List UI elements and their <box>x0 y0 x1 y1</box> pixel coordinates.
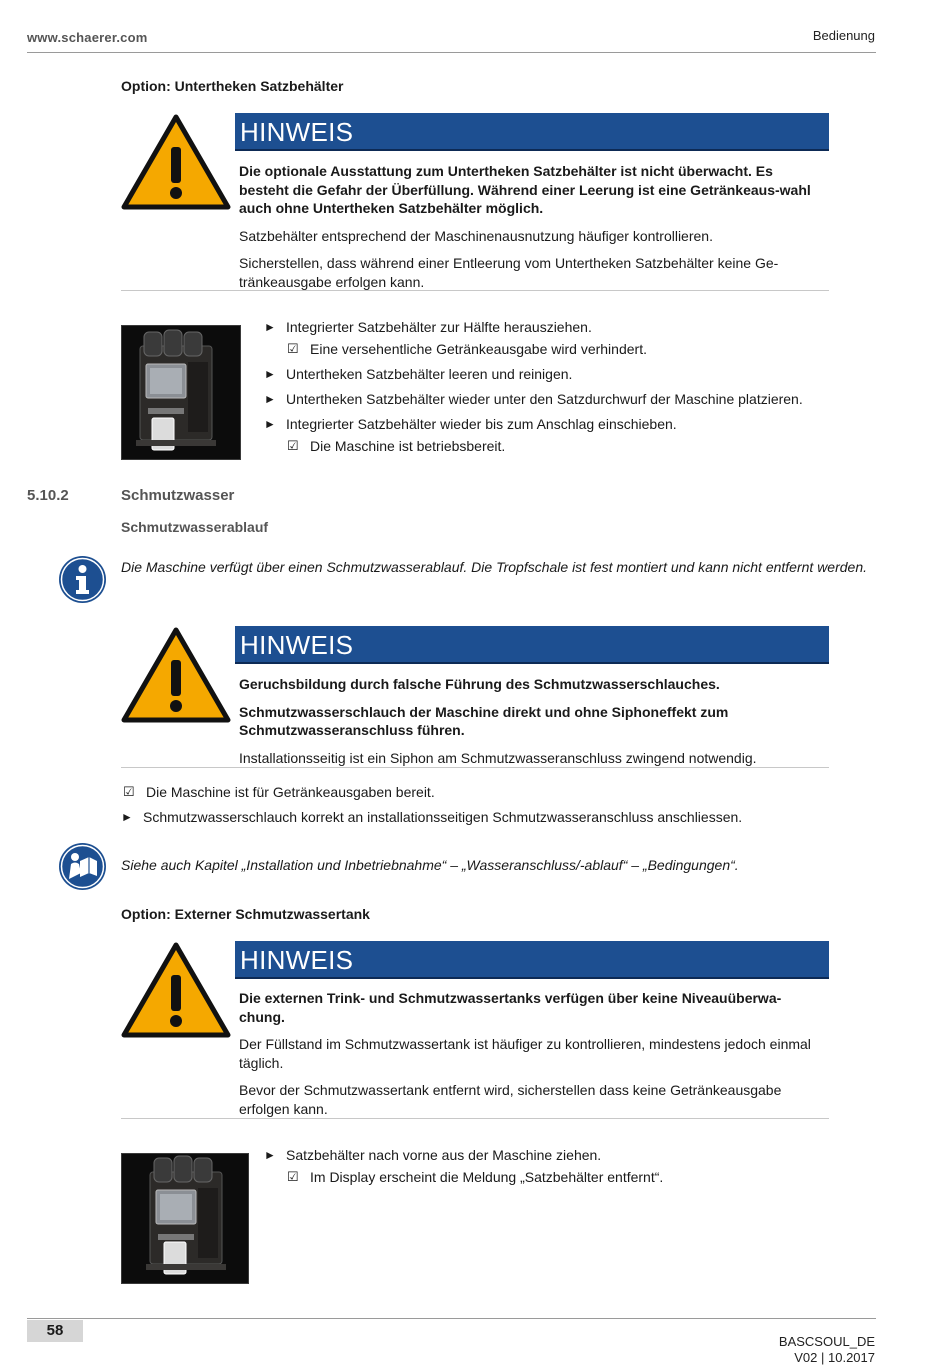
notice-text-1: Installationsseitig ist ein Siphon am Schmutzwasseranschluss zwingend notwendig. <box>239 749 757 766</box>
notice-banner <box>235 626 829 664</box>
warning-icon <box>121 941 231 1039</box>
info-icon <box>59 556 106 603</box>
result-text: Eine versehentliche Getränkeausgabe wird verhindert. <box>310 341 647 357</box>
notice-bold-text: Schmutzwasserschlauch der Maschine direkt und ohne Siphoneffekt zum Schmutzwasseranschluss führen. <box>239 703 729 738</box>
notice-text-1: Satzbehälter entsprechend der Maschinenausnutzung häufiger kontrollieren. <box>239 227 713 244</box>
arrow-icon: ► <box>264 417 276 431</box>
steps-untertheken <box>264 318 864 462</box>
result-item <box>287 340 864 358</box>
step-text: Integrierter Satzbehälter wieder bis zum Anschlag einschieben. <box>286 416 677 432</box>
section-title: Schmutzwasser <box>121 487 235 504</box>
result-item <box>287 437 864 455</box>
notice-heading: HINWEIS <box>240 945 354 975</box>
notice-heading: HINWEIS <box>240 117 354 147</box>
step-item <box>264 1146 864 1164</box>
warning-icon <box>121 626 231 724</box>
notice-bold-text: Die optionale Ausstattung zum Untertheken Satzbehälter ist nicht überwacht. Es besteht die Gefahr der Überfüllung. Während einer Leerung ist eine Getränkeaus-wahl auch ohne Untertheken Satzbehälter möglich. <box>239 163 811 216</box>
step-text: Satzbehälter nach vorne aus der Maschine ziehen. <box>286 1147 602 1163</box>
notice-banner <box>235 941 829 979</box>
step-text: Untertheken Satzbehälter wieder unter den Satzdurchwurf der Maschine platzieren. <box>286 391 803 407</box>
notice-schmutzwasser <box>121 626 829 768</box>
checkbox-icon: ☑ <box>287 1169 299 1184</box>
footer-rule <box>27 1318 876 1319</box>
result-text: Im Display erscheint die Meldung „Satzbehälter entfernt“. <box>310 1169 664 1185</box>
coffee-machine-icon <box>122 326 240 459</box>
notice-banner <box>235 113 829 151</box>
arrow-icon: ► <box>121 810 133 824</box>
notice-body <box>239 989 821 1127</box>
option-title-untertheken: Option: Untertheken Satzbehälter <box>121 78 344 94</box>
steps-external-tank <box>264 1146 864 1193</box>
step-item <box>264 390 864 408</box>
notice-rule <box>121 767 829 768</box>
checkbox-icon: ☑ <box>287 341 299 356</box>
arrow-icon: ► <box>264 320 276 334</box>
section-number: 5.10.2 <box>27 487 69 504</box>
step-item <box>121 808 881 826</box>
notice-bold-text: Die externen Trink- und Schmutzwassertanks verfügen über keine Niveauüberwa-chung. <box>239 990 782 1025</box>
notice-text-1: Der Füllstand im Schmutzwassertank ist häufiger zu kontrollieren, mindestens jedoch einmal täglich. <box>239 1036 811 1071</box>
warning-icon <box>121 113 231 211</box>
step-item <box>264 365 864 383</box>
step-text: Schmutzwasserschlauch korrekt an installationsseitigen Schmutzwasseranschluss anschliessen. <box>143 809 743 825</box>
machine-image <box>121 1153 249 1284</box>
coffee-machine-icon <box>122 1154 248 1283</box>
footer-doc-id: BASCSOUL_DE <box>778 1334 875 1349</box>
arrow-icon: ► <box>264 392 276 406</box>
notice-external-tank <box>121 941 829 1119</box>
arrow-icon: ► <box>264 367 276 381</box>
notice-heading: HINWEIS <box>240 630 354 660</box>
header-site: www.schaerer.com <box>27 30 148 45</box>
header-section: Bedienung <box>812 28 875 43</box>
header-rule <box>27 52 876 53</box>
footer-version: V02 | 10.2017 <box>794 1350 875 1365</box>
steps-schmutzwasser <box>121 783 881 833</box>
manual-icon <box>59 843 106 890</box>
notice-rule <box>121 290 829 291</box>
result-text: Die Maschine ist für Getränkeausgaben bereit. <box>146 784 435 800</box>
info-text-reference: Siehe auch Kapitel „Installation und Inbetriebnahme“ – „Wasseranschluss/-ablauf“ – „Bedingungen“. <box>121 857 739 873</box>
notice-bold-text: Geruchsbildung durch falsche Führung des Schmutzwasserschlauches. <box>239 676 720 692</box>
notice-text-2: Sicherstellen, dass während einer Entleerung vom Untertheken Satzbehälter keine Ge-tränkeausgabe erfolgen kann. <box>239 255 779 290</box>
notice-rule <box>121 1118 829 1119</box>
option-title-external-tank: Option: Externer Schmutzwassertank <box>121 906 370 922</box>
step-text: Integrierter Satzbehälter zur Hälfte herausziehen. <box>286 319 592 335</box>
page-number: 58 <box>46 1322 64 1339</box>
step-item <box>264 415 864 433</box>
result-item <box>287 1168 864 1186</box>
notice-body <box>239 675 821 776</box>
checkbox-icon: ☑ <box>287 438 299 453</box>
result-text: Die Maschine ist betriebsbereit. <box>310 438 506 454</box>
step-text: Untertheken Satzbehälter leeren und reinigen. <box>286 366 573 382</box>
notice-untertheken <box>121 113 829 291</box>
result-item <box>123 783 881 801</box>
subsection-title: Schmutzwasserablauf <box>121 519 269 535</box>
notice-text-2: Bevor der Schmutzwassertank entfernt wird, sicherstellen dass keine Getränkeausgabe erfolgen kann. <box>239 1082 782 1117</box>
notice-body <box>239 162 821 300</box>
machine-image <box>121 325 241 460</box>
arrow-icon: ► <box>264 1148 276 1162</box>
info-text: Die Maschine verfügt über einen Schmutzwasserablauf. Die Tropfschale ist fest montiert und kann nicht entfernt werden. <box>121 559 868 575</box>
step-item <box>264 318 864 336</box>
checkbox-icon: ☑ <box>123 784 135 799</box>
